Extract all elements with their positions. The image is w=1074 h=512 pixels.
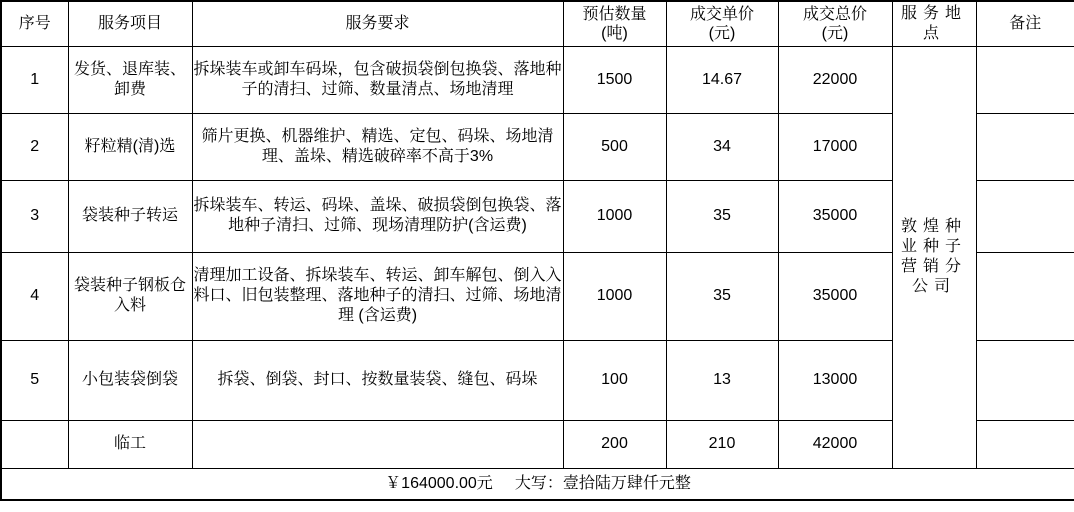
unit-price-cell: 35: [666, 180, 778, 252]
header-total-price: [778, 1, 892, 46]
amount-numeric: ￥164000.00元: [385, 474, 493, 492]
remark-cell: [976, 113, 1074, 180]
total-price-cell: 35000: [778, 180, 892, 252]
amount-capitalized: 大写：壹拾陆万肆仟元整: [514, 474, 691, 492]
header-total-price-line1: 成交总价: [802, 5, 867, 23]
remark-cell: [976, 420, 1074, 468]
unit-price-cell: 35: [666, 252, 778, 340]
service-item-cell: 籽粒精(清)选: [68, 113, 192, 180]
service-item-cell: 发货、退库装、卸费: [68, 46, 192, 113]
header-service-item: 服务项目: [68, 1, 192, 46]
header-unit-price-unit: (元): [708, 24, 736, 42]
service-item-cell: 袋装种子钢板仓入料: [68, 252, 192, 340]
total-amount-row: [1, 468, 1074, 500]
total-amount-cell: [1, 468, 1074, 500]
remark-cell: [976, 46, 1074, 113]
seq-cell: 1: [1, 46, 68, 113]
table-header-row: [1, 1, 1074, 46]
qty-cell: 100: [563, 340, 666, 420]
qty-cell: 1500: [563, 46, 666, 113]
seq-cell: 4: [1, 252, 68, 340]
requirements-cell: 筛片更换、机器维护、精选、定包、码垛、场地清理、盖垛、精选破碎率不高于3%: [192, 113, 563, 180]
total-price-cell: 42000: [778, 420, 892, 468]
remark-cell: [976, 180, 1074, 252]
requirements-cell: 拆垛装车或卸车码垛，包含破损袋倒包换袋、落地种子的清扫、过筛、数量清点、场地清理: [192, 46, 563, 113]
unit-price-cell: 34: [666, 113, 778, 180]
total-price-cell: 17000: [778, 113, 892, 180]
header-remark: 备注: [976, 1, 1074, 46]
header-estimated-qty: [563, 1, 666, 46]
qty-cell: 500: [563, 113, 666, 180]
qty-cell: 1000: [563, 252, 666, 340]
table-row: [1, 46, 1074, 113]
seq-cell: 2: [1, 113, 68, 180]
service-location-cell: 敦煌种业种子营销分公司: [892, 46, 976, 468]
total-price-cell: 35000: [778, 252, 892, 340]
header-service-location: 服务地点: [892, 1, 976, 46]
header-total-price-unit: (元): [821, 24, 849, 42]
seq-cell: 3: [1, 180, 68, 252]
remark-cell: [976, 252, 1074, 340]
total-price-cell: 22000: [778, 46, 892, 113]
header-unit-price-line1: 成交单价: [689, 5, 754, 23]
requirements-cell: 清理加工设备、拆垛装车、转运、卸车解包、倒入入料口、旧包装整理、落地种子的清扫、过筛、场地清理 (含运费): [192, 252, 563, 340]
seq-cell: 5: [1, 340, 68, 420]
remark-cell: [976, 340, 1074, 420]
header-estimated-qty-unit: (吨): [601, 24, 628, 42]
header-no: 序号: [1, 1, 68, 46]
seq-cell: [1, 420, 68, 468]
requirements-cell: [192, 420, 563, 468]
service-item-cell: 袋装种子转运: [68, 180, 192, 252]
unit-price-cell: 210: [666, 420, 778, 468]
requirements-cell: 拆垛装车、转运、码垛、盖垛、破损袋倒包换袋、落地种子清扫、过筛、现场清理防护(含运费): [192, 180, 563, 252]
total-price-cell: 13000: [778, 340, 892, 420]
service-item-cell: 临工: [68, 420, 192, 468]
requirements-cell: 拆袋、倒袋、封口、按数量装袋、缝包、码垛: [192, 340, 563, 420]
header-unit-price: [666, 1, 778, 46]
qty-cell: 200: [563, 420, 666, 468]
header-service-requirements: 服务要求: [192, 1, 563, 46]
unit-price-cell: 14.67: [666, 46, 778, 113]
unit-price-cell: 13: [666, 340, 778, 420]
service-item-cell: 小包装袋倒袋: [68, 340, 192, 420]
header-estimated-qty-line1: 预估数量: [582, 5, 647, 23]
qty-cell: 1000: [563, 180, 666, 252]
